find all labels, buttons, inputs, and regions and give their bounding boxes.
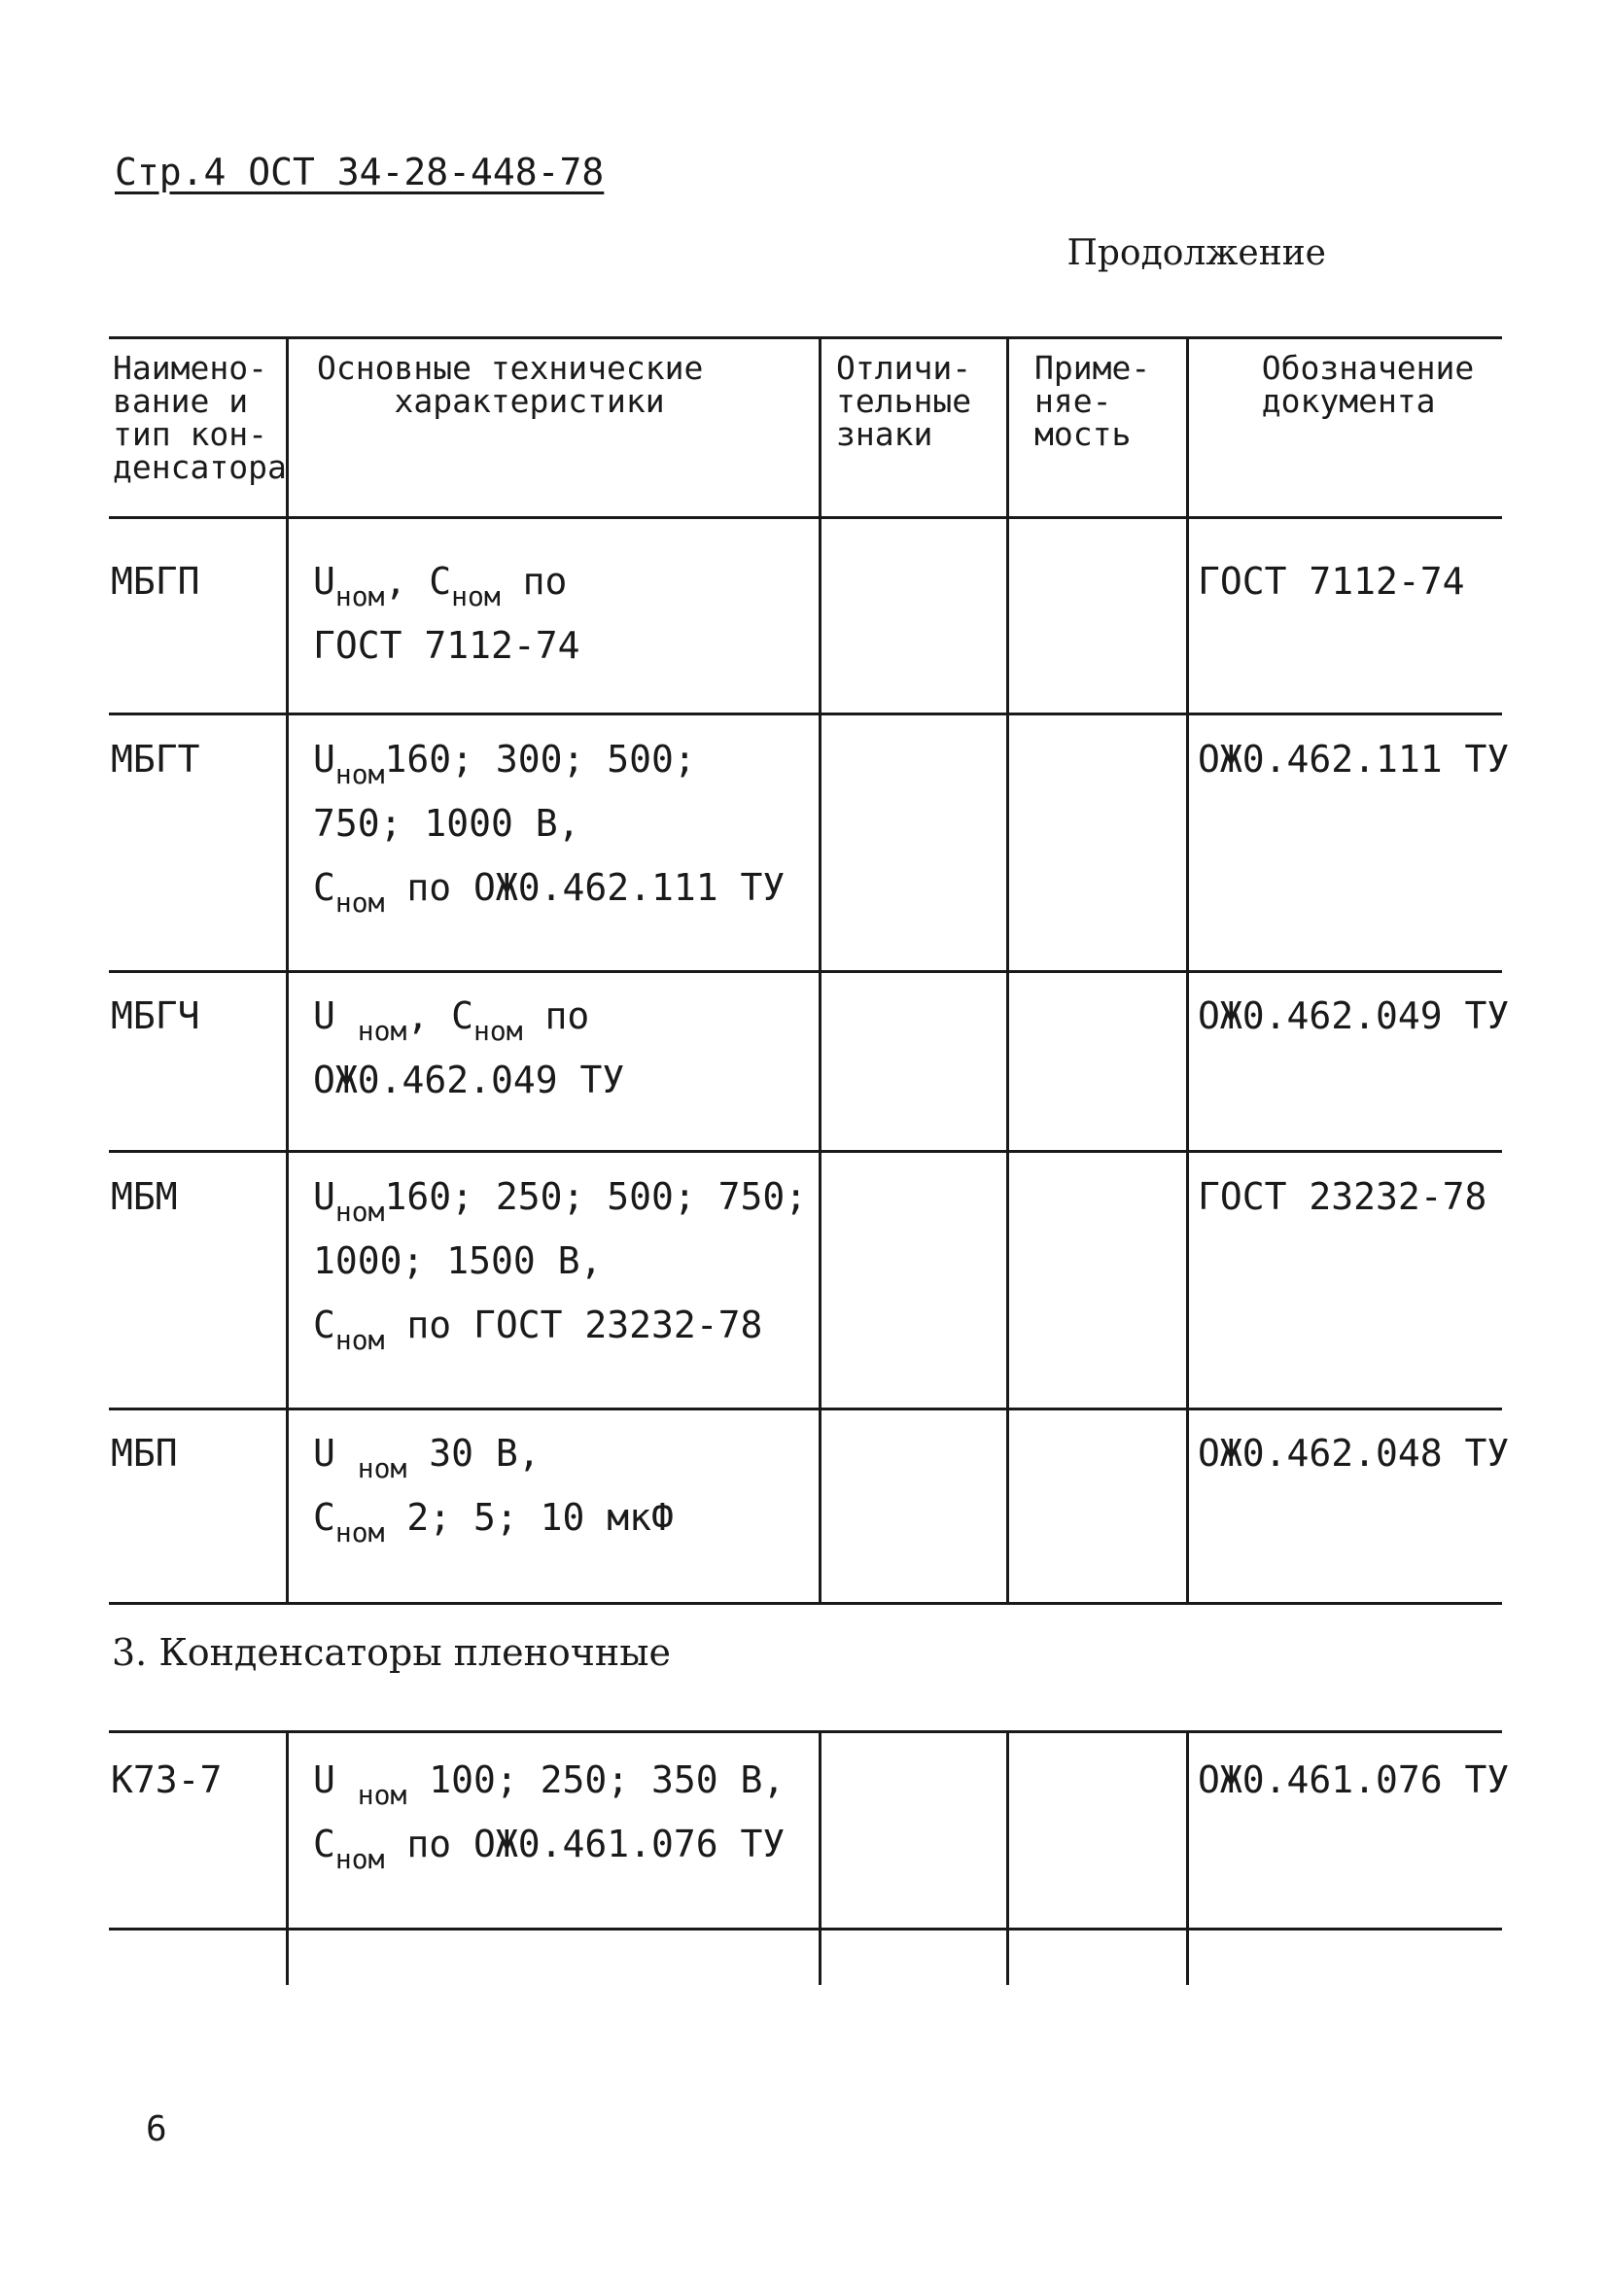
column-header-name: Наимено- вание и тип кон- денсатора: [113, 349, 287, 486]
row-divider: [109, 1408, 1502, 1410]
column-divider: [819, 1730, 821, 1985]
page-number: 6: [146, 2109, 167, 2149]
capacitor-type: МБГЧ: [111, 994, 200, 1037]
characteristics-line: $C_{ном}$ по ОЖ0.461.076 ТУ: [313, 1823, 786, 1875]
row-divider: [109, 970, 1502, 973]
capacitor-type: МБП: [111, 1432, 178, 1475]
document-designation: ОЖ0.462.049 ТУ: [1198, 994, 1510, 1037]
column-divider: [1186, 336, 1189, 1602]
document-designation: ГОСТ 23232-78: [1198, 1175, 1487, 1218]
row-divider: [109, 713, 1502, 715]
document-designation: ОЖ0.462.111 ТУ: [1198, 738, 1510, 781]
document-reference: Стр.4 ОСТ 34-28-448-78: [115, 151, 605, 193]
section-title: 3. Конденсаторы пленочные: [112, 1631, 671, 1674]
document-designation: ГОСТ 7112-74: [1198, 560, 1465, 603]
column-divider: [819, 336, 821, 1602]
characteristics-line: $U_{ном}160$; 250; 500; 750;: [313, 1175, 808, 1228]
characteristics-line: $U_{ном}$, $C_{ном}$ по: [313, 560, 568, 612]
column-divider: [1186, 1730, 1189, 1985]
column-divider: [286, 336, 289, 1602]
characteristics-line: U $_{ном}$, $C_{ном}$ по: [313, 994, 590, 1047]
characteristics-line: $C_{ном}$ по ГОСТ 23232-78: [313, 1304, 763, 1356]
characteristics-line: 750; 1000 В,: [313, 802, 580, 845]
row-divider: [109, 1150, 1502, 1153]
document-designation: ОЖ0.462.048 ТУ: [1198, 1432, 1510, 1475]
column-divider: [1006, 1730, 1009, 1985]
document-designation: ОЖ0.461.076 ТУ: [1198, 1758, 1510, 1801]
capacitor-type: МБГТ: [111, 738, 200, 781]
characteristics-line: U $_{ном}$ 100; 250; 350 В,: [313, 1758, 786, 1811]
column-divider: [1006, 336, 1009, 1602]
column-header-document: Обозначение документа: [1261, 349, 1475, 420]
table-bottom-rule: [109, 1602, 1502, 1605]
characteristics-line: $C_{ном}$ 2; 5; 10 мкФ: [313, 1496, 674, 1548]
capacitor-type: МБМ: [111, 1175, 178, 1218]
characteristics-line: 1000; 1500 В,: [313, 1239, 603, 1282]
table-top-rule: [109, 336, 1502, 339]
capacitor-type: МБГП: [111, 560, 200, 603]
continuation-label: Продолжение: [1066, 233, 1326, 273]
capacitor-type: К73-7: [111, 1758, 223, 1801]
table-header-rule: [109, 516, 1502, 519]
column-header-characteristics: Основные технические характеристики: [317, 349, 704, 420]
column-header-applicability: Приме- няе- мость: [1034, 349, 1151, 453]
column-header-marks: Отличи- тельные знаки: [836, 349, 972, 453]
characteristics-line: ГОСТ 7112-74: [313, 624, 580, 667]
column-divider: [286, 1730, 289, 1985]
characteristics-line: $C_{ном}$ по ОЖ0.462.111 ТУ: [313, 866, 786, 919]
characteristics-line: $U_{ном}160$; 300; 500;: [313, 738, 696, 790]
characteristics-line: U $_{ном}$ 30 В,: [313, 1432, 541, 1484]
characteristics-line: ОЖ0.462.049 ТУ: [313, 1059, 625, 1101]
section-table-top-rule: [109, 1730, 1502, 1733]
section-table-rule: [109, 1928, 1502, 1931]
